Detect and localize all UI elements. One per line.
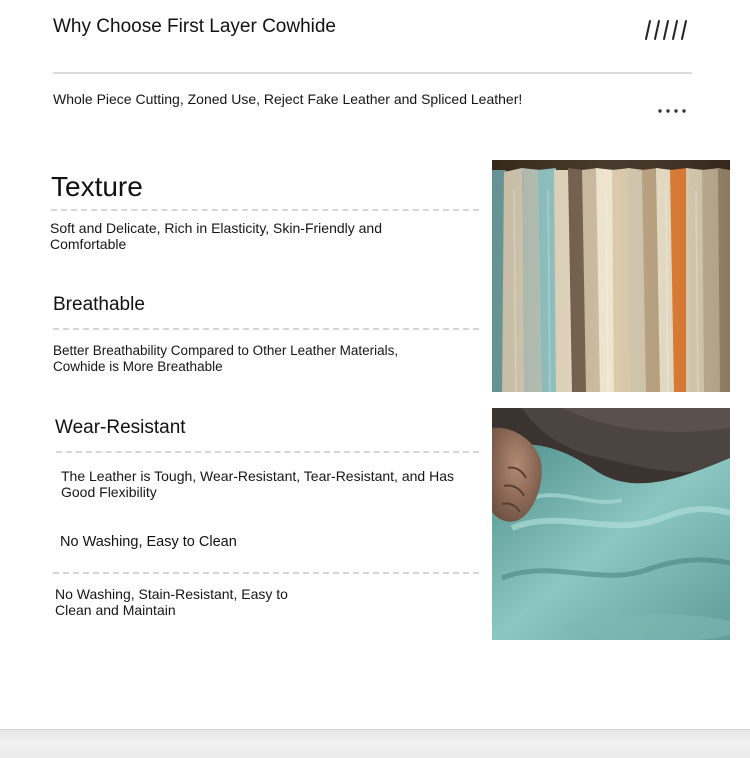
section-divider	[53, 572, 479, 574]
breathable-heading: Breathable	[53, 294, 145, 315]
section-divider	[53, 328, 479, 330]
page-title: Why Choose First Layer Cowhide	[53, 16, 336, 37]
header-divider	[53, 72, 692, 74]
footer-divider	[0, 729, 750, 730]
leather-hides-photo	[492, 160, 730, 392]
wear-resistant-heading: Wear-Resistant	[55, 417, 186, 438]
wear-resistant-description: The Leather is Tough, Wear-Resistant, Tear-Resistant, and Has Good Flexibility	[61, 468, 454, 500]
texture-description: Soft and Delicate, Rich in Elasticity, Skin-Friendly and Comfortable	[50, 220, 382, 252]
no-washing-description: No Washing, Stain-Resistant, Easy to Clean and Maintain	[55, 586, 288, 618]
hand-stretching-leather-photo	[492, 408, 730, 640]
page-subtitle: Whole Piece Cutting, Zoned Use, Reject Fake Leather and Spliced Leather!	[53, 91, 523, 107]
breathable-description: Better Breathability Compared to Other Leather Materials, Cowhide is More Breathable	[53, 343, 399, 374]
no-washing-heading: No Washing, Easy to Clean	[60, 534, 237, 550]
section-divider	[51, 209, 479, 211]
texture-heading: Texture	[51, 171, 143, 202]
ellipsis-dots-icon	[656, 108, 690, 114]
diagonal-slashes-icon	[640, 17, 690, 43]
section-divider	[56, 451, 479, 453]
footer-band	[0, 729, 750, 758]
